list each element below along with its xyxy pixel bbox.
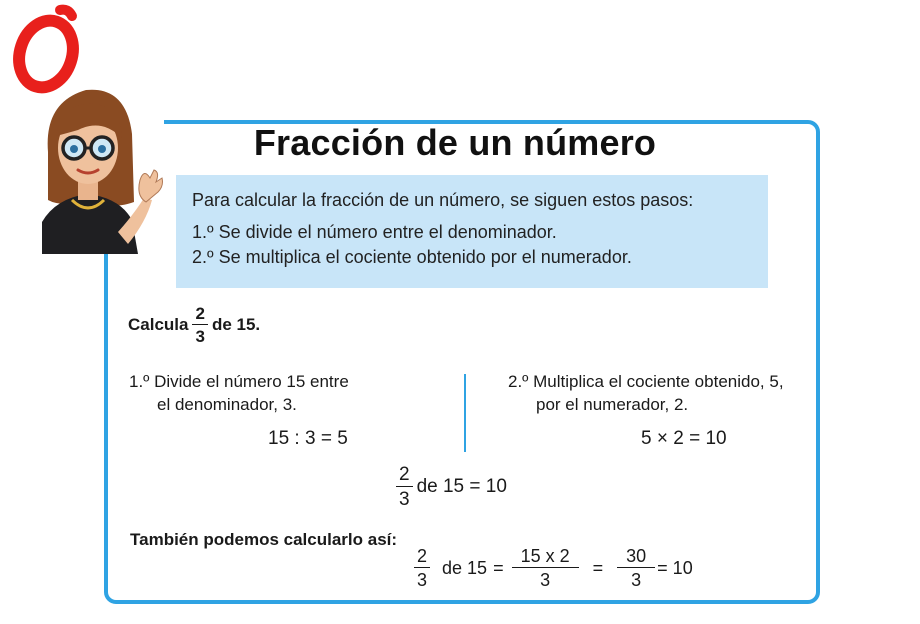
alt-frac1 bbox=[414, 547, 430, 589]
right-step-line2: por el numerador, 2. bbox=[536, 395, 689, 414]
left-step-line1: 1.º Divide el número 15 entre bbox=[129, 372, 349, 391]
alt-calculation bbox=[410, 547, 693, 589]
alt-frac2-num: 15 x 2 bbox=[520, 546, 570, 566]
alt-frac3-num: 30 bbox=[626, 546, 647, 566]
calc-suffix: de 15. bbox=[211, 315, 261, 334]
alt-final: = 10 bbox=[657, 557, 693, 578]
waving-girl-avatar-icon bbox=[42, 82, 164, 254]
calc-prefix: Calcula bbox=[128, 315, 189, 334]
result-frac-den: 3 bbox=[399, 489, 410, 510]
steps-divider bbox=[464, 374, 466, 452]
alt-eq2: = bbox=[592, 557, 604, 578]
alt-de15: de 15 bbox=[442, 557, 488, 578]
alt-frac3 bbox=[623, 547, 649, 589]
steps-step2: 2.º Se multiplica el cociente obtenido por el numerador. bbox=[192, 247, 632, 267]
left-step-equation: 15 : 3 = 5 bbox=[268, 428, 348, 449]
result-fraction bbox=[396, 465, 413, 509]
alt-eq1: = bbox=[493, 557, 504, 578]
also-label: También podemos calcularlo así: bbox=[130, 530, 398, 549]
alt-frac1-den: 3 bbox=[417, 570, 428, 590]
result-rest: de 15 = 10 bbox=[416, 476, 507, 497]
steps-step1: 1.º Se divide el número entre el denominador. bbox=[192, 222, 557, 242]
result-frac-num: 2 bbox=[399, 464, 410, 485]
page-title: Fracción de un número bbox=[253, 122, 657, 163]
alt-frac3-den: 3 bbox=[631, 570, 642, 590]
calc-fraction bbox=[192, 305, 207, 345]
calc-frac-den: 3 bbox=[195, 327, 205, 346]
left-step-line2: el denominador, 3. bbox=[157, 395, 297, 414]
alt-frac1-num: 2 bbox=[417, 546, 428, 566]
right-step-equation: 5 × 2 = 10 bbox=[641, 428, 727, 449]
calc-statement bbox=[128, 305, 260, 345]
right-step-line1: 2.º Multiplica el cociente obtenido, 5, bbox=[508, 372, 784, 391]
steps-intro: Para calcular la fracción de un número, se siguen estos pasos: bbox=[192, 190, 694, 210]
alt-frac2-den: 3 bbox=[540, 570, 551, 590]
calc-frac-num: 2 bbox=[195, 304, 205, 323]
alt-frac2 bbox=[518, 547, 573, 589]
steps-box bbox=[176, 175, 768, 288]
result-statement bbox=[392, 465, 507, 509]
